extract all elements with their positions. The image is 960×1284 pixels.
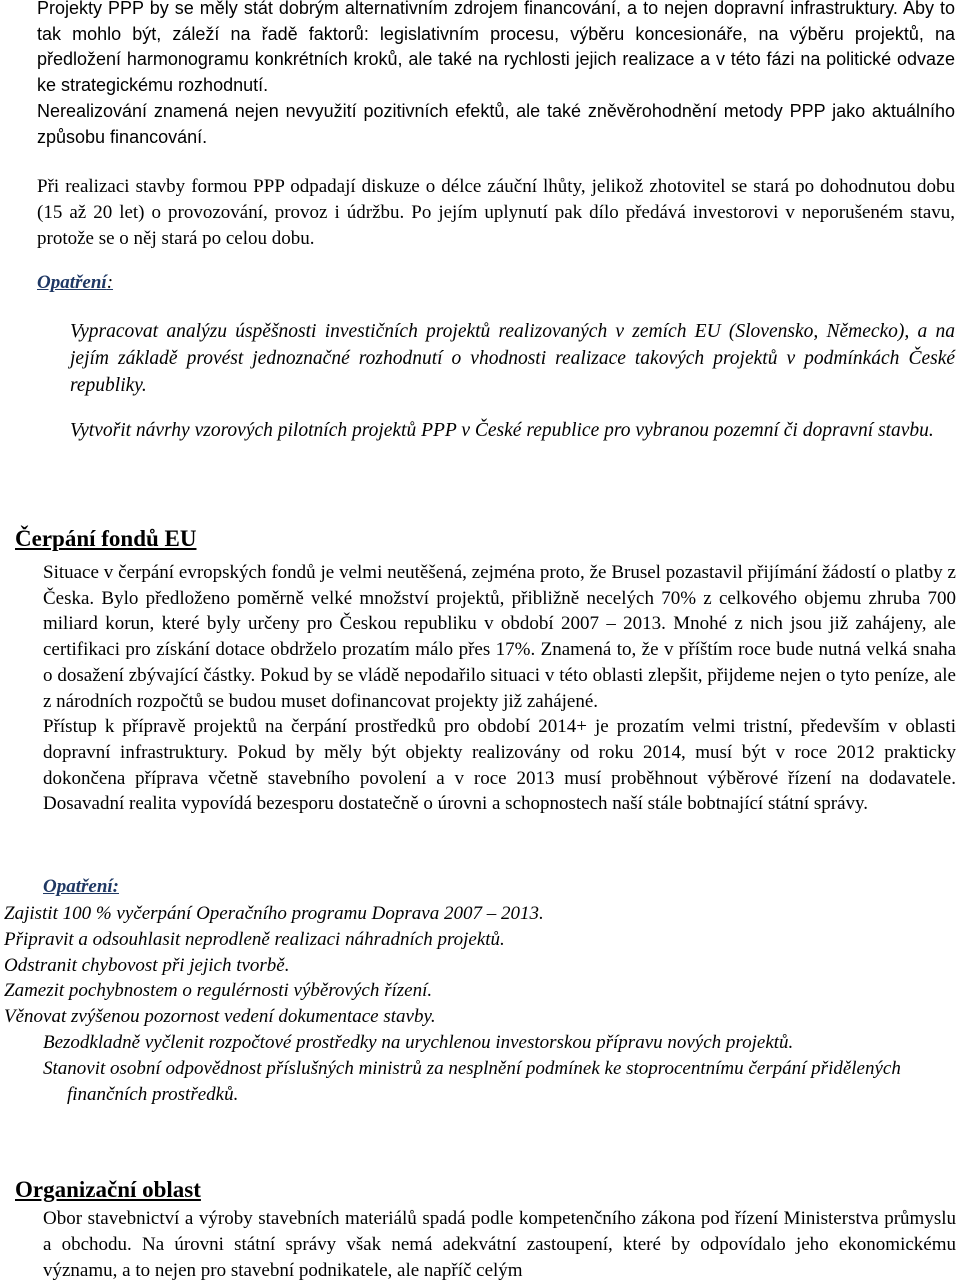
list-item: Zajistit 100 % vyčerpání Operačního programu Doprava 2007 – 2013. [4,903,544,924]
list-item: Připravit a odsouhlasit neprodleně realizaci náhradních projektů. [4,928,505,950]
eu-paragraph: Přístup k přípravě projektů na čerpání prostředků pro období 2014+ je prozatím velmi tristní, především v oblasti dopravní infrastruktury. Pokud by měly být objekty realizovány od roku 2014, musí být v roce 2012 prakticky dokončena příprava včetně stavebního povolení a v roce 2013 musí proběhnout výběrové řízení na dodavatele. Dosavadní realita vypovídá bezesporu dostatečně o úrovni a schopnostech naší stále bobtnající státní správy. [43,716,956,815]
intro-paragraph-continued: Nerealizování znamená nejen nevyužití pozitivních efektů, ale také zněvěrohodnění metody PPP jako aktuálního způsobu financování. [37,101,955,147]
list-item: Věnovat zvýšenou pozornost vedení dokumentace stavby. [4,1006,436,1028]
measures-list [4,901,954,1030]
eu-paragraph: Situace v čerpání evropských fondů je velmi neutěšená, zejména proto, že Brusel pozastavil přijímání žádostí o platby z Česka. Bylo předloženo poměrně velké množství projektů, přibližně necelých 70% z celkového objemu zhruba 700 miliard korun, které byly určeny pro Českou republiku v období 2007 – 2013. Mnohé z nich jsou již zahájeny, ale certifikaci pro získání dotace obdrželo prozatím málo přes 17%. Znamená to, že v příštím roce bude nutná velká snaha o dosažení zbývající částky. Pokud by se vládě nepodařilo situaci v této oblasti zlepšit, přijdeme nejen o tyto peníze, ale z národních rozpočtů se budou muset dofinancovat projekty již zahájené. [43,562,956,712]
measures-list [43,1030,956,1108]
intro-paragraph: Projekty PPP by se měly stát dobrým alternativním zdrojem financování, a to nejen dopravní infrastruktury. Aby to tak mohlo být, záleží na řadě faktorů: legislativním procesu, výběru koncesionáře, na výběru projektů, na předložení harmonogramu konkrétních kroků, ale také na rychlosti jejich realizace a v této fázi na politické odvaze ke strategickému rozhodnutí. [37,0,955,95]
measures-heading-colon: : [106,272,114,293]
measures-heading-text: Opatření [37,272,107,293]
ppp-paragraph: Při realizaci stavby formou PPP odpadají diskuze o délce záuční lhůty, jelikož zhotovitel se stará po dohodnutou dobu (15 až 20 let) o provozování, provoz i údržbu. Po jejím uplynutí pak dílo předává investorovi v neporušeném stavu, protože se o něj stará po celou dobu. [37,176,955,249]
list-item: Zamezit pochybnostem o regulérnosti výběrových řízení. [4,980,433,1002]
organization-paragraph: Obor stavebnictví a výroby stavebních materiálů spadá podle kompetenčního zákona pod řízení Ministerstva průmyslu a obchodu. Na úrovni státní správy však nemá adekvátní zastoupení, které by odpovídalo jeho ekonomickému významu, a to nejen pro stavební podnikatele, ale napříč celým [43,1208,956,1281]
list-item: Stanovit osobní odpovědnost příslušných ministrů za nesplnění podmínek ke stoprocentnímu čerpání přidělených finančních prostředků. [43,1058,901,1105]
measure-item: Vypracovat analýzu úspěšnosti investičních projektů realizovaných v zemích EU (Slovensko, Německo), a na jejím základě provést jednoznačné rozhodnutí o vhodnosti realizace takových projektů v podmínkách České republiky. [70,321,955,396]
measures-heading [37,272,113,294]
section-heading-organization: Organizační oblast [15,1177,201,1202]
section-heading-eu-funds: Čerpání fondů EU [15,526,197,551]
list-item: Odstranit chybovost při jejich tvorbě. [4,954,290,976]
measures-heading: Opatření: [43,876,119,897]
measure-item: Vytvořit návrhy vzorových pilotních projektů PPP v České republice pro vybranou pozemní či dopravní stavbu. [70,420,934,441]
eu-funds-body [43,560,956,817]
list-item: Bezodkladně vyčlenit rozpočtové prostředky na urychlenou investorskou přípravu nových projektů. [43,1032,794,1053]
